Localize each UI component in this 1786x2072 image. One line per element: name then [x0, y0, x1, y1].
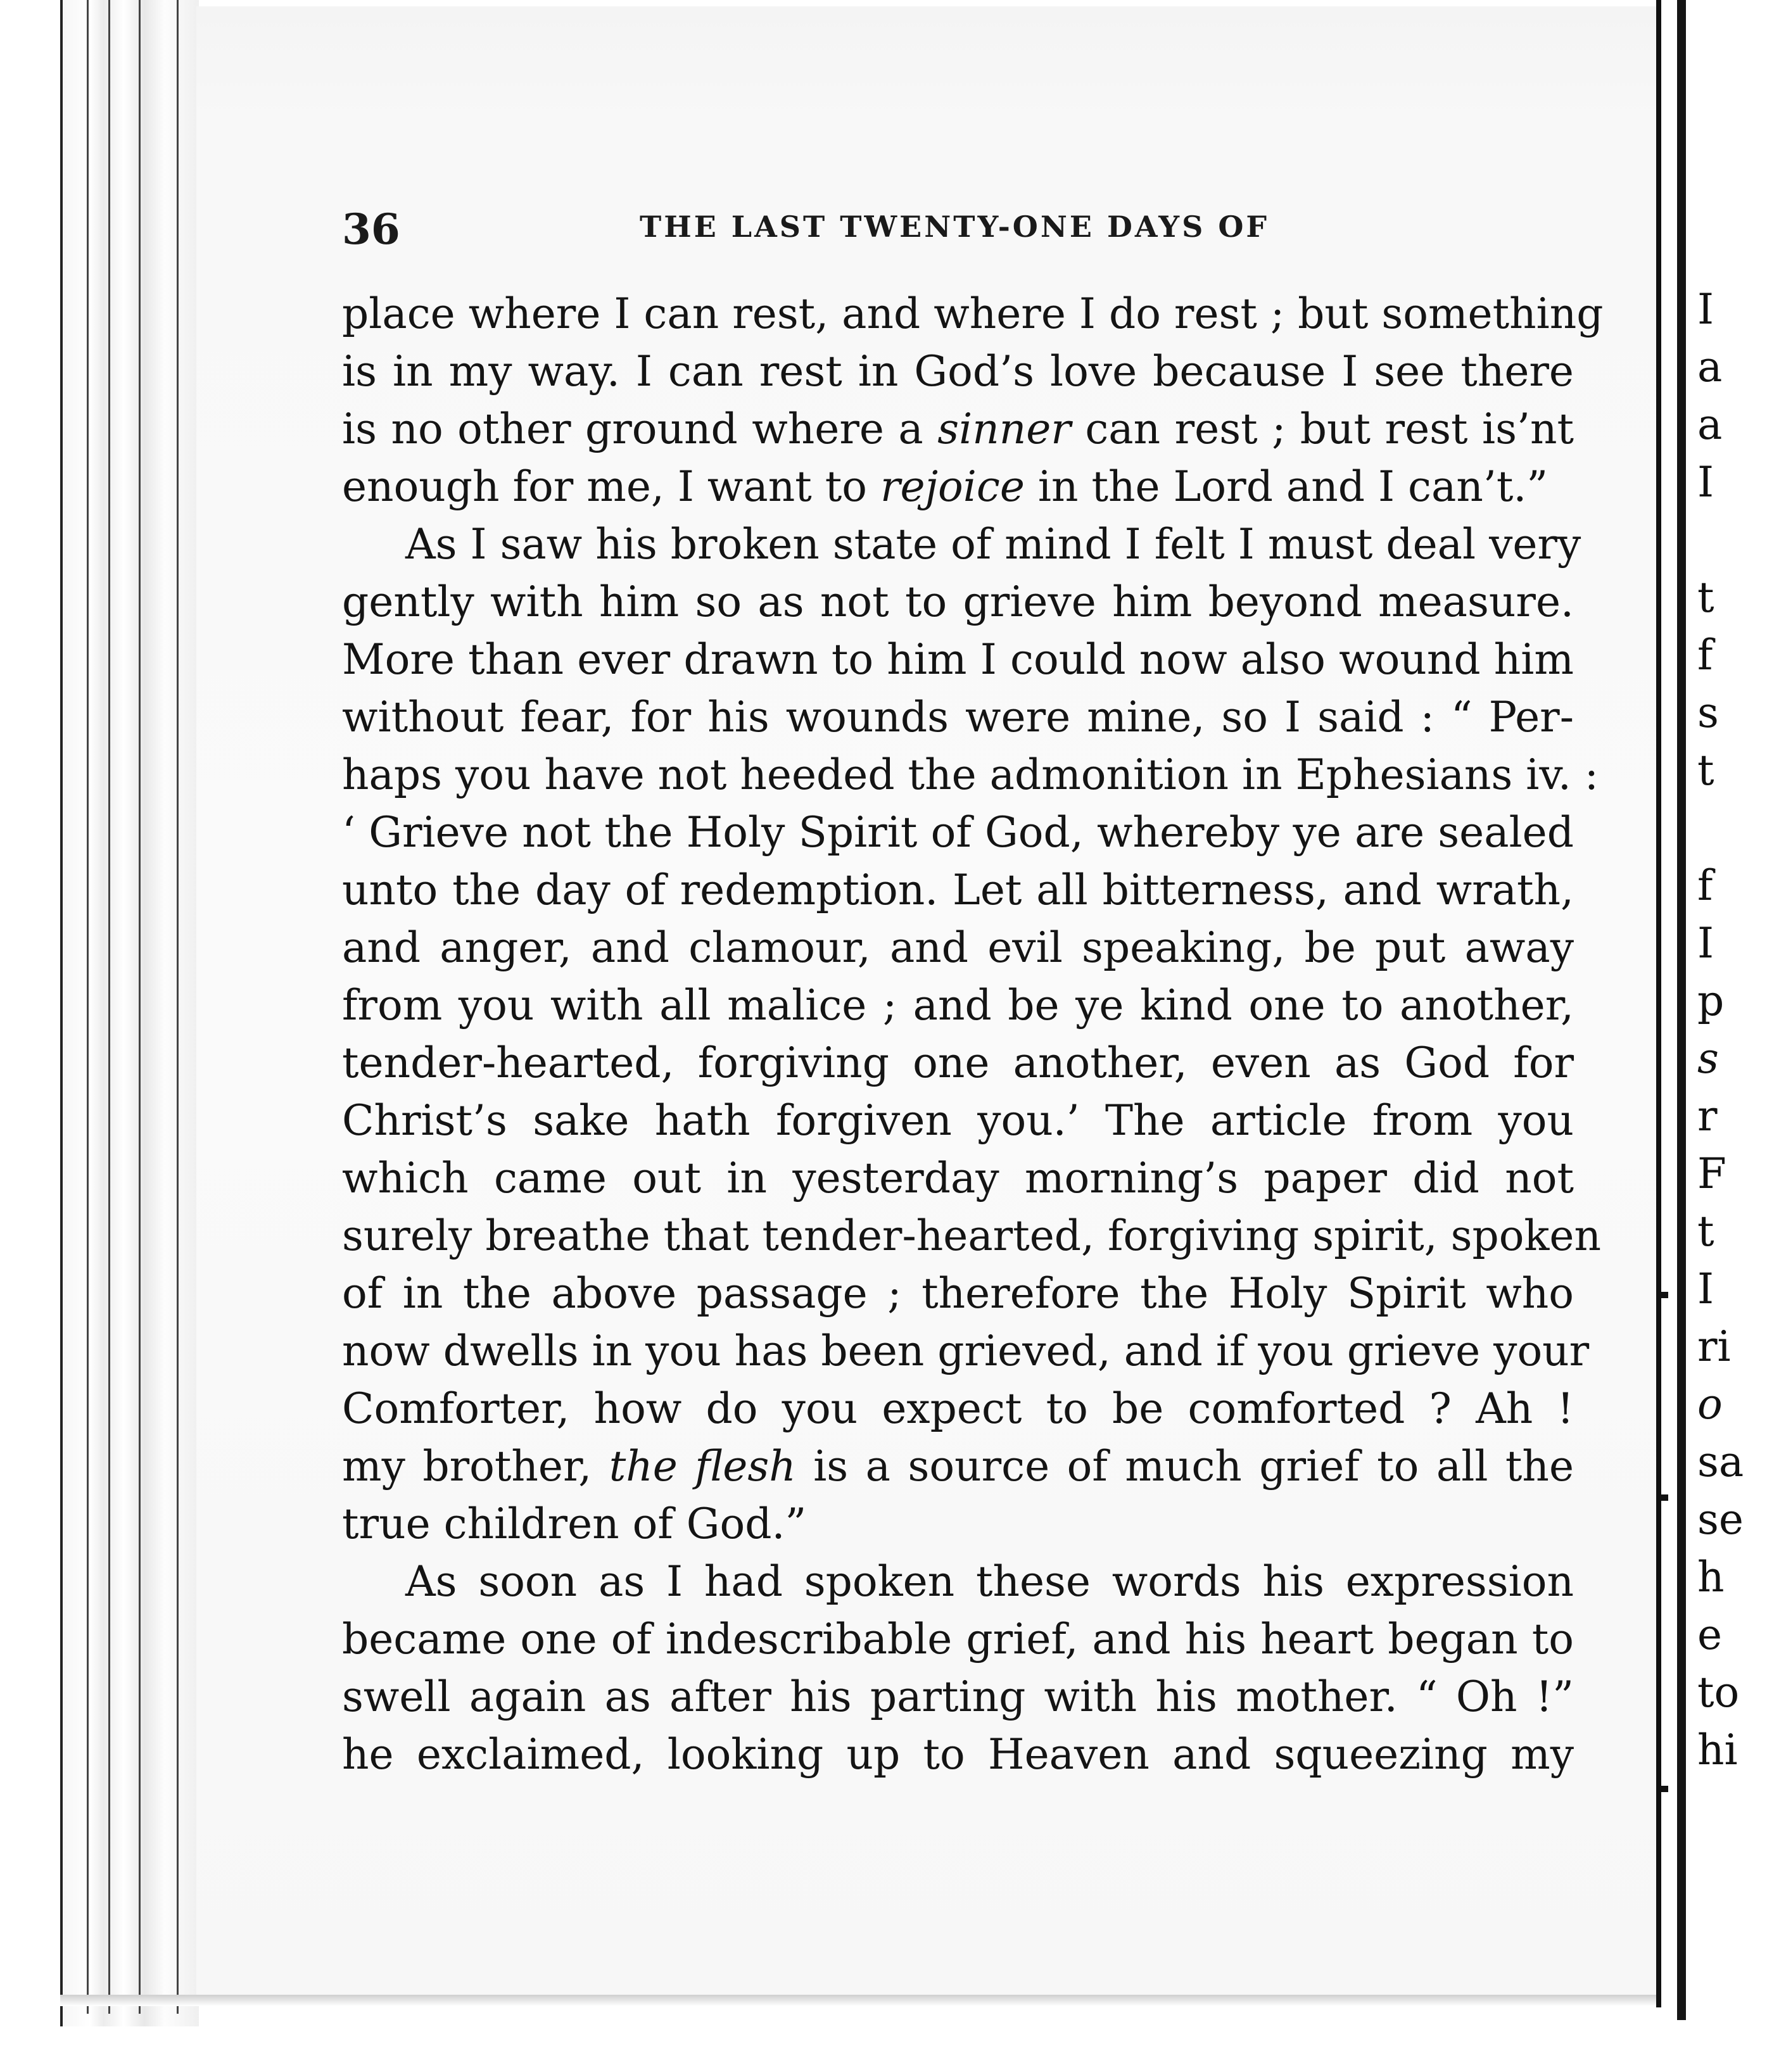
page-stack-edges — [60, 0, 199, 2026]
fragment: to — [1697, 1668, 1740, 1717]
fragment: se — [1697, 1495, 1744, 1544]
text-line: which came out in yesterday morning’s paper did not — [342, 1154, 1574, 1203]
fragment: I — [1697, 1265, 1714, 1313]
page-edge-line — [139, 0, 141, 2014]
text-line: As I saw his broken state of mind I felt I must deal very — [405, 520, 1581, 569]
fragment: hi — [1697, 1726, 1738, 1774]
page-bottom-edge — [60, 1995, 1682, 2006]
text-line: from you with all malice ; and be ye kind one to another, — [342, 981, 1574, 1030]
page-edge-line — [87, 0, 89, 2014]
page-number: 36 — [342, 205, 400, 254]
fragment: t — [1697, 573, 1714, 622]
fragment: t — [1697, 1207, 1714, 1256]
text-line: Comforter, how do you expect to be comforted ? Ah ! — [342, 1384, 1574, 1433]
emphasis: sinner — [937, 405, 1071, 453]
fragment: s — [1697, 688, 1719, 737]
text-line: without fear, for his wounds were mine, so I said : “ Per- — [342, 693, 1574, 742]
fragment: a — [1697, 400, 1723, 449]
page-right-edge — [1656, 0, 1661, 2007]
text-line: haps you have not heeded the admonition in Ephesians iv. : — [342, 750, 1599, 799]
page-edge-line — [177, 0, 179, 2014]
text-line: place where I can rest, and where I do rest ; but something — [342, 289, 1604, 338]
fragment: I — [1697, 919, 1714, 968]
fragment: a — [1697, 343, 1723, 391]
text-line: my brother, the flesh is a source of much grief to all the — [342, 1442, 1574, 1491]
edge-mark — [1659, 1494, 1668, 1501]
fragment: I — [1697, 458, 1714, 507]
text-line: gently with him so as not to grieve him beyond measure. — [342, 578, 1574, 626]
text-line: became one of indescribable grief, and his heart began to — [342, 1615, 1574, 1664]
text-line: is in my way. I can rest in God’s love because I see there — [342, 347, 1574, 396]
fragment: s — [1697, 1034, 1719, 1083]
text-line: enough for me, I want to rejoice in the Lord and I can’t.” — [342, 462, 1548, 511]
page-header — [342, 199, 1583, 256]
text-line: As soon as I had spoken these words his expression — [405, 1557, 1574, 1606]
fragment: F — [1697, 1149, 1726, 1198]
fragment: p — [1697, 976, 1725, 1025]
text-line: is no other ground where a sinner can rest ; but rest is’nt — [342, 405, 1574, 453]
adjacent-page-strip — [1686, 0, 1786, 2072]
body-text — [342, 285, 1604, 1783]
text-line: of in the above passage ; therefore the Holy Spirit who — [342, 1269, 1574, 1318]
text-line: ‘ Grieve not the Holy Spirit of God, whereby ye are sealed — [342, 808, 1574, 857]
emphasis: rejoice — [880, 462, 1025, 511]
fragment: e — [1697, 1610, 1723, 1659]
text-line: Christ’s sake hath forgiven you.’ The article from you — [342, 1096, 1574, 1145]
fragment: f — [1697, 861, 1713, 910]
text-line: and anger, and clamour, and evil speaking, be put away — [342, 923, 1574, 972]
text-line: true children of God.” — [342, 1500, 807, 1548]
fragment: sa — [1697, 1437, 1744, 1486]
text-line: More than ever drawn to him I could now also wound him — [342, 635, 1574, 684]
fragment: o — [1697, 1380, 1723, 1429]
edge-mark — [1659, 1786, 1668, 1792]
fragment: t — [1697, 746, 1714, 795]
text-line: unto the day of redemption. Let all bitterness, and wrath, — [342, 866, 1574, 914]
fragment: f — [1697, 631, 1713, 679]
fragment: I — [1697, 285, 1714, 334]
text-line: swell again as after his parting with his mother. “ Oh !” — [342, 1672, 1574, 1721]
fragment: r — [1697, 1092, 1718, 1140]
running-head: THE LAST TWENTY-ONE DAYS OF — [640, 210, 1270, 244]
text-line: he exclaimed, looking up to Heaven and squeezing my — [342, 1730, 1574, 1779]
page-edge-line — [108, 0, 110, 2014]
emphasis: the flesh — [609, 1442, 796, 1491]
fragment: h — [1697, 1553, 1725, 1601]
edge-mark — [1659, 1292, 1668, 1298]
text-line: tender-hearted, forgiving one another, even as God for — [342, 1039, 1574, 1087]
gutter — [1661, 0, 1677, 2020]
text-line: now dwells in you has been grieved, and if you grieve your — [342, 1327, 1590, 1375]
gutter-line — [1677, 0, 1686, 2020]
fragment: ri — [1697, 1322, 1731, 1371]
text-line: surely breathe that tender-hearted, forgiving spirit, spoken — [342, 1211, 1601, 1260]
